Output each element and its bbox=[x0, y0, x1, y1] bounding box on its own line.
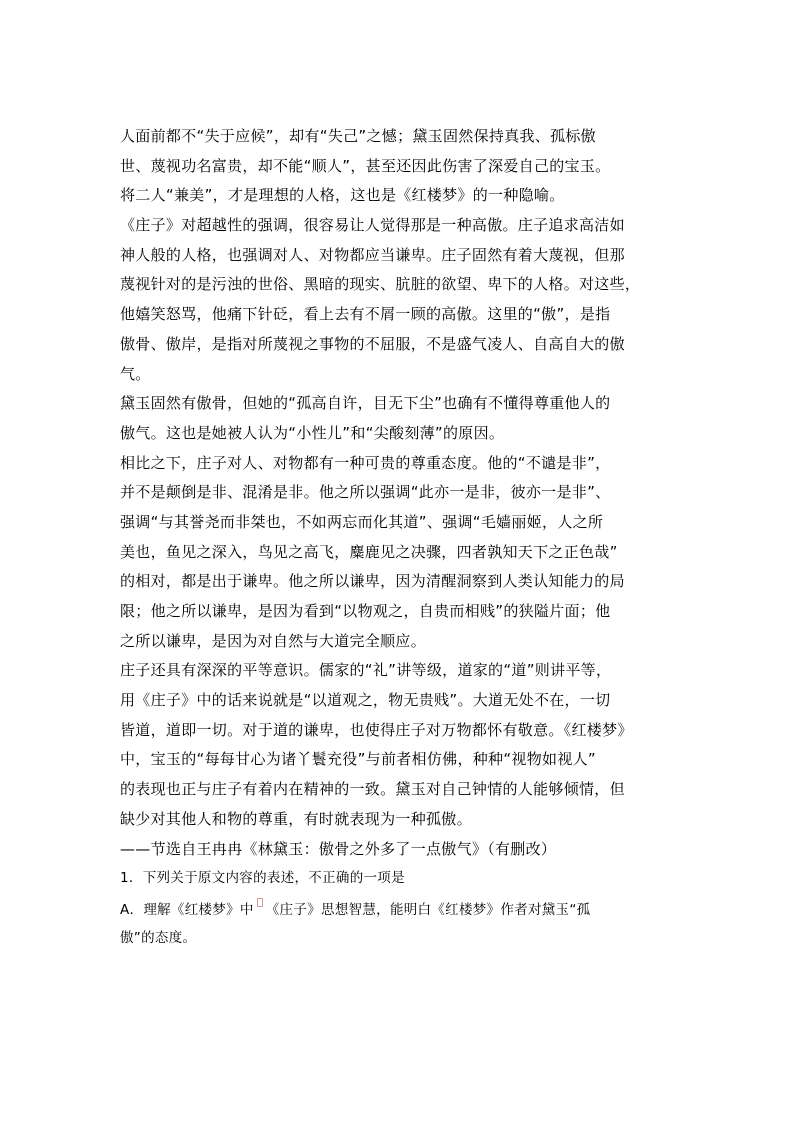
text-line-21: 皆道，道即一切。对于道的谦卑，也使得庄子对万物都怀有敬意。《红楼梦》 bbox=[120, 720, 633, 739]
question-1-option-a bbox=[120, 898, 680, 918]
text-line-6: 蔑视针对的是污浊的世俗、黑暗的现实、肮脏的欲望、卑下的人格。对这些， bbox=[120, 275, 641, 294]
text-line-17: 限；他之所以谦卑，是因为看到“以物观之，自贵而相贱”的狭隘片面；他 bbox=[120, 602, 611, 620]
option-a-text-before: A．理解《红楼梦》中 bbox=[120, 901, 254, 918]
question-1-stem: 1．下列关于原文内容的表述，不正确的一项是 bbox=[120, 870, 405, 887]
text-line-15: 美也，鱼见之深入，鸟见之高飞，麋鹿见之决骤，四者孰知天下之正色哉” bbox=[120, 542, 618, 561]
text-line-2: 世、蔑视功名富贵，却不能“顺人”，甚至还因此伤害了深爱自己的宝玉。 bbox=[120, 156, 611, 175]
text-line-7: 他嬉笑怒骂，他痛下针砭，看上去有不屑一顾的高傲。这里的“傲”，是指 bbox=[120, 305, 611, 324]
text-line-3: 将二人“兼美”，才是理想的人格，这也是《红楼梦》的一种隐喻。 bbox=[120, 186, 565, 205]
text-line-5: 神人般的人格，也强调对人、对物都应当谦卑。庄子固然有着大蔑视，但那 bbox=[120, 245, 625, 264]
source-citation: ——节选自王冉冉《林黛玉：傲骨之外多了一点傲气》（有删改） bbox=[120, 839, 557, 858]
document-page bbox=[120, 126, 680, 957]
text-line-4: 《庄子》对超越性的强调，很容易让人觉得那是一种高傲。庄子追求高洁如 bbox=[120, 216, 625, 235]
text-line-23: 的表现也正与庄子有着内在精神的一致。黛玉对自己钟情的人能够倾情，但 bbox=[120, 780, 625, 799]
option-a-text-after: 《庄子》思想智慧，能明白《红楼梦》作者对黛玉“孤 bbox=[265, 901, 591, 918]
question-1-option-a-continued: 傲”的态度。 bbox=[120, 929, 197, 946]
text-line-19: 庄子还具有深深的平等意识。儒家的“礼”讲等级，道家的“道”则讲平等， bbox=[120, 661, 612, 680]
text-line-22: 中，宝玉的“每每甘心为诸丫鬟充役”与前者相仿佛，种种“视物如视人” bbox=[120, 750, 596, 769]
text-line-10: 黛玉固然有傲骨，但她的“孤高自许，目无下尘”也确有不懂得尊重他人的 bbox=[120, 394, 611, 413]
text-line-16: 的相对，都是出于谦卑。他之所以谦卑，因为清醒洞察到人类认知能力的局 bbox=[120, 572, 625, 591]
text-line-11: 傲气。这也是她被人认为“小性儿”和“尖酸刻薄”的原因。 bbox=[120, 423, 505, 442]
text-line-8: 傲骨、傲岸，是指对所蔑视之事物的不屈服，不是盛气凌人、自高自大的傲 bbox=[120, 334, 625, 353]
missing-glyph-icon bbox=[257, 898, 263, 907]
text-line-14: 强调“与其誉尧而非桀也，不如两忘而化其道”、强调“毛嫱丽姬，人之所 bbox=[120, 512, 604, 531]
text-line-18: 之所以谦卑，是因为对自然与大道完全顺应。 bbox=[120, 631, 427, 650]
text-line-12: 相比之下，庄子对人、对物都有一种可贵的尊重态度。他的“不谴是非”， bbox=[120, 453, 611, 472]
text-line-24: 缺少对其他人和物的尊重，有时就表现为一种孤傲。 bbox=[120, 809, 472, 828]
text-line-1: 人面前都不“失于应候”，却有“失己”之憾；黛玉固然保持真我、孤标傲 bbox=[120, 127, 596, 145]
text-line-20: 用《庄子》中的话来说就是“以道观之，物无贵贱”。大道无处不在，一切 bbox=[120, 691, 611, 710]
text-line-13: 并不是颠倒是非、混淆是非。他之所以强调“此亦一是非，彼亦一是非”、 bbox=[120, 483, 611, 502]
text-line-9: 气。 bbox=[120, 364, 151, 383]
